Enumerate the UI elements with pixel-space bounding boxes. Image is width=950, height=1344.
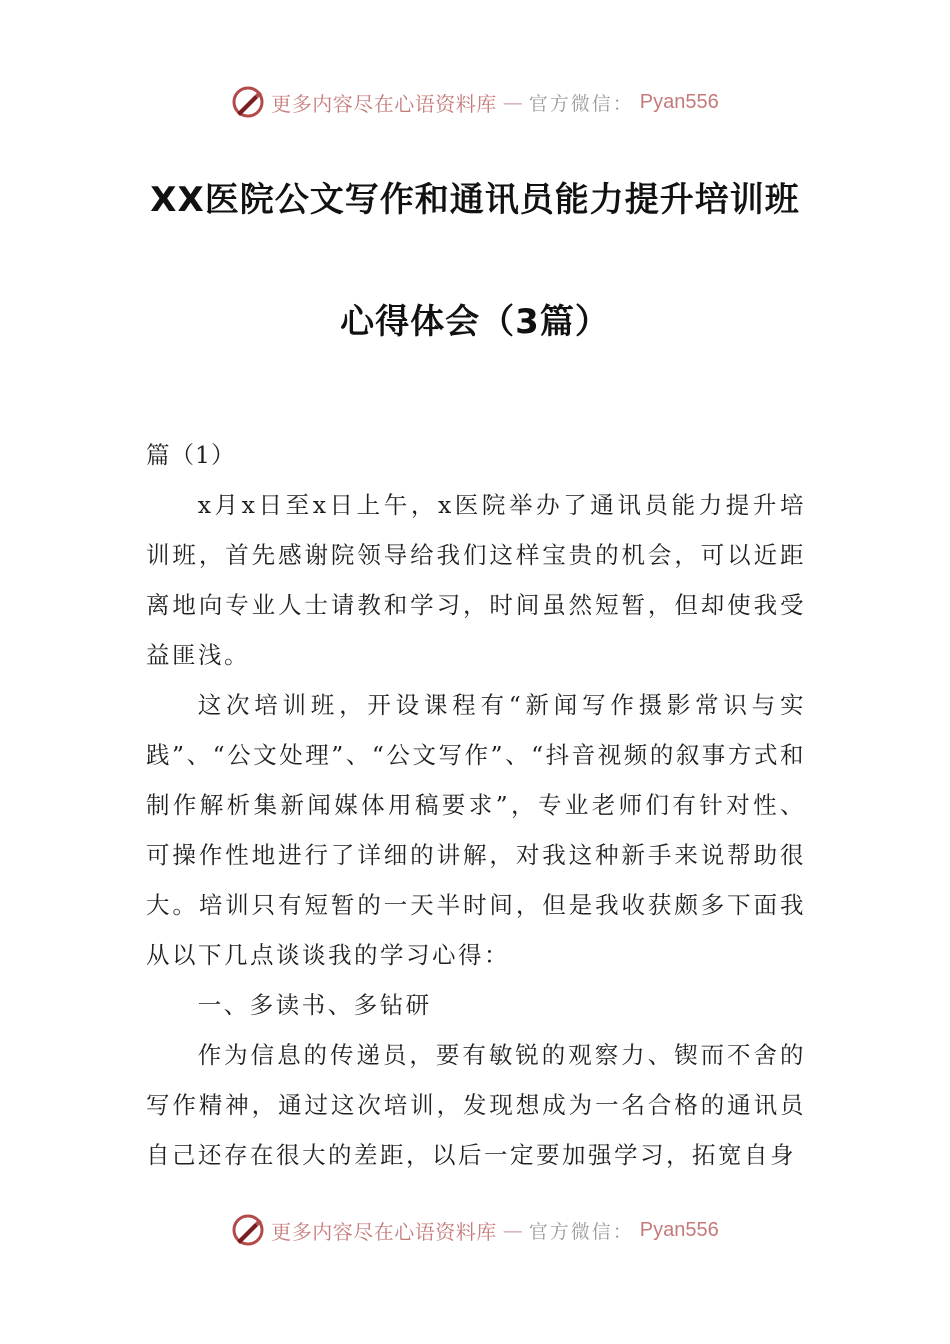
- footer-banner: [0, 1210, 950, 1250]
- header-banner: [0, 82, 950, 122]
- pen-logo-icon: [231, 1213, 265, 1247]
- paragraph: x月x日至x日上午，x医院举办了通讯员能力提升培训班，首先感谢院领导给我们这样宝贵的机会，可以近距离地向专业人士请教和学习，时间虽然短暂，但却使我受益匪浅。: [146, 491, 806, 669]
- pen-logo-icon: [231, 85, 265, 119]
- paragraph: 作为信息的传递员，要有敏锐的观察力、锲而不舍的写作精神，通过这次培训，发现想成为一名合格的通讯员自己还存在很大的差距，以后一定要加强学习，拓宽自身: [146, 1041, 806, 1169]
- wechat-id: Pyan556: [639, 90, 719, 113]
- promo-text: 更多内容尽在心语资料库: [271, 91, 497, 116]
- promo-text: 更多内容尽在心语资料库: [271, 1219, 497, 1244]
- document-title-line-1: XX医院公文写作和通讯员能力提升培训班: [150, 180, 800, 220]
- document-title-line-2: 心得体会（3篇）: [340, 302, 610, 342]
- official-wechat-label: 官方微信：: [528, 92, 634, 115]
- official-wechat-label: 官方微信：: [528, 1220, 634, 1243]
- wechat-id: Pyan556: [639, 1218, 719, 1241]
- banner-separator: —: [502, 1218, 523, 1242]
- subheading: 一、多读书、多钻研: [197, 991, 432, 1019]
- document-body: [146, 430, 806, 1180]
- banner-separator: —: [502, 90, 523, 114]
- paragraph: 这次培训班，开设课程有“新闻写作摄影常识与实践”、“公文处理”、“公文写作”、“抖音视频的叙事方式和制作解析集新闻媒体用稿要求”，专业老师们有针对性、可操作性地进行了详细的讲解，对我这种新手来说帮助很大。培训只有短暂的一天半时间，但是我收获颇多下面我从以下几点谈谈我的学习心得：: [146, 691, 806, 969]
- section-label: 篇（1）: [146, 441, 236, 469]
